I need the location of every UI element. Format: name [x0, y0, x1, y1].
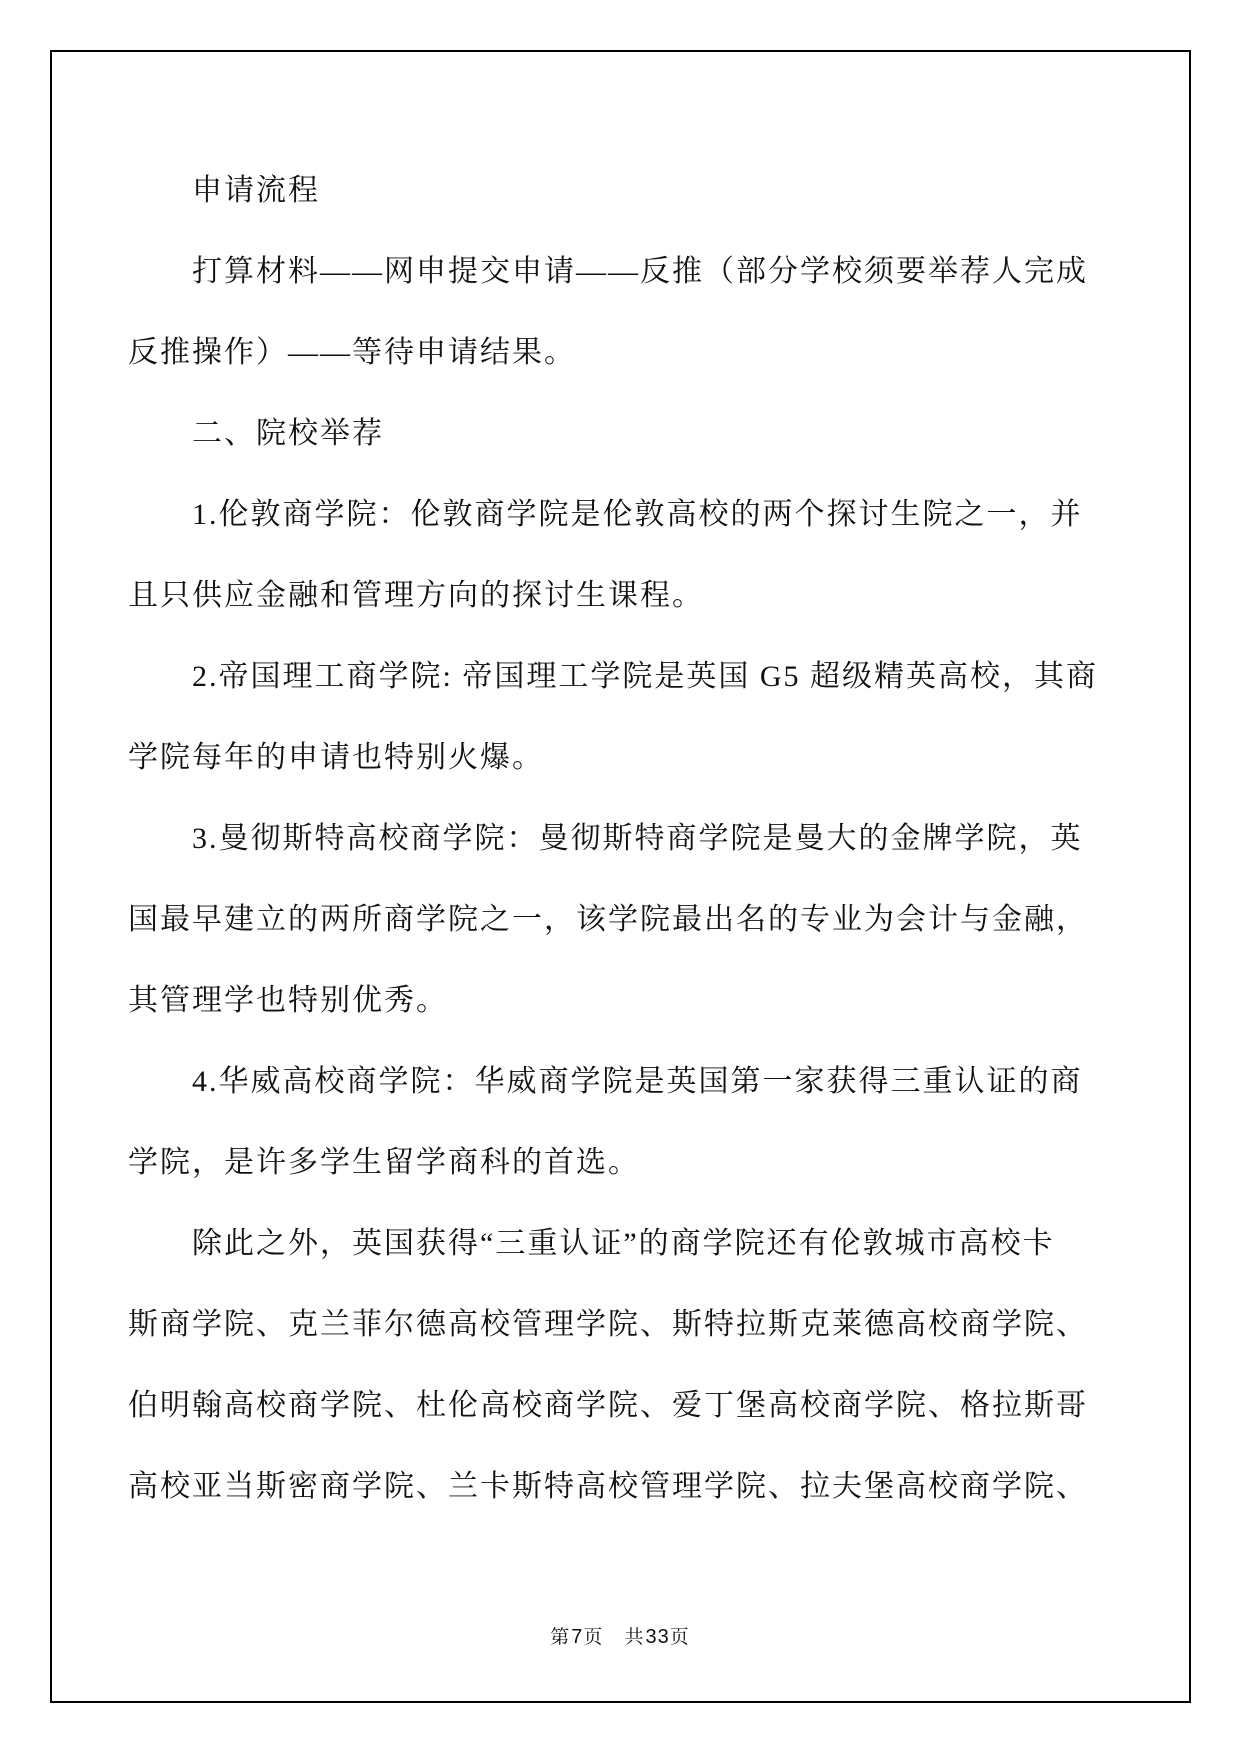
text-line: 其管理学也特别优秀。 — [128, 984, 448, 1017]
text-line: 且只供应金融和管理方向的探讨生课程。 — [128, 579, 704, 612]
text-line: 斯商学院、克兰菲尔德高校管理学院、斯特拉斯克莱德高校商学院、 — [128, 1308, 1088, 1341]
text-line: 反推操作）——等待申请结果。 — [128, 336, 576, 369]
footer-total-unit: 页 — [669, 1627, 691, 1648]
text-line: 伯明翰高校商学院、杜伦高校商学院、爱丁堡高校商学院、格拉斯哥 — [128, 1389, 1088, 1422]
text-line: 学院，是许多学生留学商科的首选。 — [128, 1146, 640, 1179]
text-line: 二、院校举荐 — [192, 417, 384, 450]
paragraph — [128, 1203, 1133, 1527]
document-text — [128, 150, 1133, 1527]
paragraph — [128, 474, 1133, 636]
text-line: 1.伦敦商学院：伦敦商学院是伦敦高校的两个探讨生院之一，并 — [192, 498, 1083, 531]
text-line: 申请流程 — [192, 174, 320, 207]
paragraph — [128, 798, 1133, 1041]
text-line: 打算材料——网申提交申请——反推（部分学校须要举荐人完成 — [192, 255, 1088, 288]
text-line: 4.华威高校商学院：华威商学院是英国第一家获得三重认证的商 — [192, 1065, 1083, 1098]
paragraph — [128, 150, 1133, 231]
page-footer — [0, 1622, 1241, 1649]
text-line: 除此之外，英国获得“三重认证”的商学院还有伦敦城市高校卡 — [192, 1227, 1055, 1260]
paragraph — [128, 393, 1133, 474]
footer-total-prefix: 共 — [624, 1627, 646, 1648]
text-line: 3.曼彻斯特高校商学院：曼彻斯特商学院是曼大的金牌学院，英 — [192, 822, 1083, 855]
paragraph — [128, 1041, 1133, 1203]
text-line: 国最早建立的两所商学院之一，该学院最出名的专业为会计与金融， — [128, 903, 1088, 936]
footer-page-unit: 页 — [583, 1627, 605, 1648]
footer-page-number: 7 — [571, 1626, 584, 1648]
paragraph — [128, 231, 1133, 393]
paragraph — [128, 636, 1133, 798]
text-line: 学院每年的申请也特别火爆。 — [128, 741, 544, 774]
footer-total-pages: 33 — [645, 1626, 670, 1648]
footer-page-prefix: 第 — [550, 1627, 572, 1648]
text-line: 高校亚当斯密商学院、兰卡斯特高校管理学院、拉夫堡高校商学院、 — [128, 1470, 1088, 1503]
text-line: 2.帝国理工商学院: 帝国理工学院是英国 G5 超级精英高校，其商 — [192, 660, 1098, 693]
